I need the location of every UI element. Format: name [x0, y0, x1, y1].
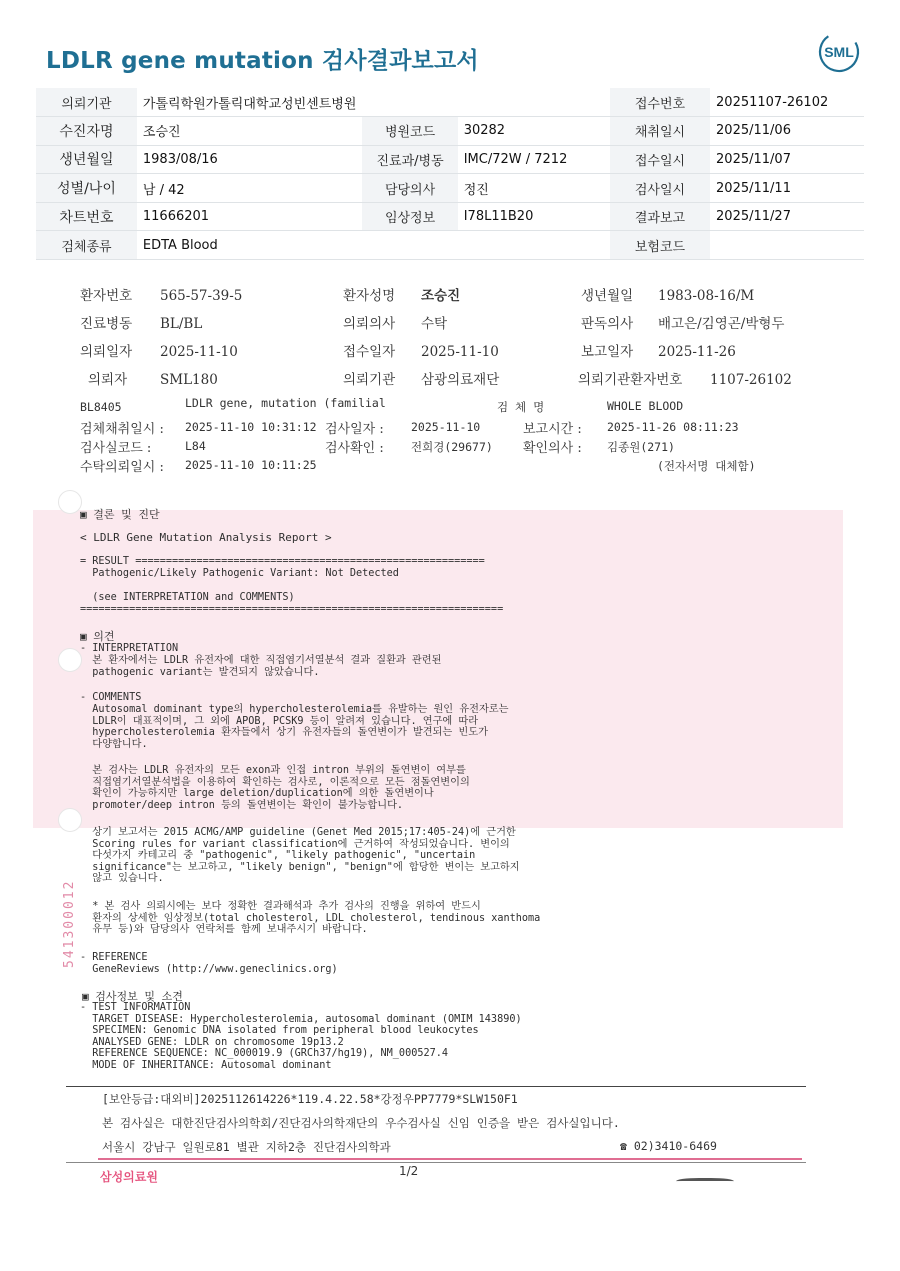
- test-code: BL8405: [80, 400, 122, 414]
- comments-paragraph-2: 본 검사는 LDLR 유전자의 모든 exon과 인접 intron 부위의 돌연변이 여부를 직접염기서열분석법을 이용하여 확인하는 검사로, 이론적으로 모든 점돌연변이의 확인이 가능하지만 large deletion/duplication에 의한 돌연변이나 promoter/deep intron 등의 돌연변이는 확인이 불가능합니다.: [92, 765, 470, 811]
- institution-label: 의뢰기관: [343, 372, 396, 388]
- header-info-table: [36, 88, 864, 260]
- specimen-label: 검 체 명: [497, 400, 545, 414]
- header-label: 차트번호: [36, 202, 137, 231]
- confirm-doctor: 김종원(271): [607, 440, 675, 454]
- specimen: WHOLE BLOOD: [607, 399, 684, 413]
- header-label: 검체종류: [36, 231, 137, 260]
- result-divider: =====================================================================: [80, 604, 504, 615]
- header-value: [458, 88, 610, 117]
- header-value: 2025/11/07: [710, 145, 864, 174]
- reader-label: 판독의사: [581, 316, 634, 332]
- result-text: Pathogenic/Likely Pathogenic Variant: Not Detected: [80, 568, 399, 579]
- confirm-doctor-label: 확인의사 :: [523, 441, 582, 456]
- punch-hole: [58, 490, 82, 514]
- room-label: 검사실코드 :: [80, 441, 152, 456]
- header-row: [36, 145, 864, 174]
- patient-no: 565-57-39-5: [160, 288, 243, 304]
- patient-dob: 1983-08-16/M: [658, 288, 755, 304]
- collect-time: 2025-11-10 10:31:12: [185, 420, 317, 434]
- header-label: 병원코드: [362, 117, 457, 146]
- punch-hole: [58, 648, 82, 672]
- header-label: 의뢰기관: [36, 88, 137, 117]
- ward-label: 진료병동: [80, 316, 133, 332]
- comments-title: - COMMENTS: [80, 692, 142, 703]
- sml-logo: [817, 30, 861, 74]
- cut-off-mark: [676, 1178, 734, 1186]
- report-title: LDLR gene mutation 검사결과보고서: [46, 48, 479, 74]
- report-time-label: 보고시간 :: [523, 422, 582, 437]
- footer-divider: [66, 1086, 806, 1087]
- result-header: = RESULT =========================================================: [80, 556, 485, 567]
- inst-patient-no-label: 의뢰기관환자번호: [578, 372, 683, 388]
- patient-name: 조승진: [421, 288, 461, 304]
- confirm: 전희경(29677): [411, 440, 493, 454]
- header-label: [362, 88, 457, 117]
- comments-paragraph-3: 상기 보고서는 2015 ACMG/AMP guideline (Genet Med 2015;17:405-24)에 근거한 Scoring rules for variant classification에 근거하여 작성되었습니다. 변이의 다섯가지 카테고리 중 "pathogenic", "likely pathogenic", "uncertain significance"는 보고하고, "likely benign", "benign"에 합당한 변이는 보고하지 않고 있습니다.: [92, 827, 520, 885]
- header-value: 11666201: [137, 202, 363, 231]
- collect-label: 검체채취일시 :: [80, 422, 164, 437]
- header-value: I78L11B20: [458, 202, 610, 231]
- header-label: 임상정보: [362, 202, 457, 231]
- header-label: 접수일시: [610, 145, 710, 174]
- header-label: 담당의사: [362, 174, 457, 203]
- header-value: 2025/11/06: [710, 117, 864, 146]
- institution: 삼광의료재단: [421, 372, 500, 388]
- header-row: [36, 231, 864, 260]
- room: L84: [185, 439, 206, 453]
- doctor: 수탁: [421, 316, 448, 332]
- header-value: 조승진: [137, 117, 363, 146]
- logo-text: SML: [824, 44, 854, 60]
- header-value: 2025/11/11: [710, 174, 864, 203]
- address: 서울시 강남구 일원로81 별관 지하2층 진단검사의학과: [102, 1140, 391, 1154]
- reader: 배고은/김영곤/박형두: [658, 316, 785, 332]
- header-value: [458, 231, 610, 260]
- hospital-name: 삼성의료원: [100, 1170, 158, 1184]
- header-label: 접수번호: [610, 88, 710, 117]
- see-text: (see INTERPRETATION and COMMENTS): [80, 592, 295, 603]
- header-row: [36, 88, 864, 117]
- header-value: 가톨릭학원가톨릭대학교성빈센트병원: [137, 88, 363, 117]
- certification-text: 본 검사실은 대한진단검사의학회/진단검사의학재단의 우수검사실 신임 인증을 받은 검사실입니다.: [102, 1116, 620, 1130]
- vertical-document-number: 541300012: [62, 879, 77, 968]
- reference-body: GeneReviews (http://www.geneclinics.org): [80, 964, 338, 975]
- test-date-label: 검사일자 :: [325, 422, 384, 437]
- header-value: 2025/11/27: [710, 202, 864, 231]
- interpretation-title: - INTERPRETATION: [80, 643, 179, 654]
- request-date: 2025-11-10: [160, 344, 238, 360]
- comments-paragraph-4: * 본 검사 의뢰시에는 보다 정확한 결과해석과 추가 검사의 진행을 위하여 반드시 환자의 상세한 임상정보(total cholesterol, LDL cholesterol, tendinous xanthoma 유무 등)와 담당의사 연락처를 함께 보내주시기 바랍니다.: [92, 901, 541, 936]
- header-label: [362, 231, 457, 260]
- header-value: EDTA Blood: [137, 231, 363, 260]
- consign-label: 수탁의뢰일시 :: [80, 460, 164, 475]
- report-date-label: 보고일자: [581, 344, 634, 360]
- patient-dob-label: 생년월일: [581, 288, 634, 304]
- header-label: 결과보고: [610, 202, 710, 231]
- requester: SML180: [160, 372, 218, 388]
- inst-patient-no: 1107-26102: [710, 372, 792, 388]
- consign-time: 2025-11-10 10:11:25: [185, 458, 317, 472]
- request-date-label: 의뢰일자: [80, 344, 133, 360]
- header-row: [36, 174, 864, 203]
- doctor-label: 의뢰의사: [343, 316, 396, 332]
- page-number: 1/2: [399, 1164, 419, 1178]
- report-time: 2025-11-26 08:11:23: [607, 420, 739, 434]
- reference-title: - REFERENCE: [80, 952, 148, 963]
- scanned-report: [0, 272, 900, 1271]
- pink-rule: [98, 1158, 802, 1160]
- interpretation-body: 본 환자에서는 LDLR 유전자에 대한 직접염기서열분석 결과 질환과 관련된 pathogenic variant는 발견되지 않았습니다.: [92, 655, 442, 678]
- header-label: 검사일시: [610, 174, 710, 203]
- section-test-info-title: ▣ 검사정보 및 소견: [82, 990, 183, 1003]
- section-conclusion-title: ▣ 결론 및 진단: [80, 508, 160, 521]
- header-label: 채취일시: [610, 117, 710, 146]
- header-value: 남 / 42: [137, 174, 363, 203]
- requester-label: 의뢰자: [88, 372, 128, 388]
- test-name: LDLR gene, mutation (familial: [185, 396, 386, 410]
- footer-rule: [66, 1162, 806, 1163]
- comments-paragraph-1: Autosomal dominant type의 hypercholesterolemia를 유발하는 원인 유전자로는 LDLR이 대표적이며, 그 외에 APOB, PCSK9 등이 알려져 있습니다. 연구에 따라 hypercholesterolemia 환자들에서 상기 유전자들의 돌연변이가 발견되는 빈도가 다양합니다.: [92, 704, 509, 750]
- phone: ☎ 02)3410-6469: [620, 1139, 717, 1153]
- esign-note: (전자서명 대체함): [657, 459, 756, 473]
- punch-hole: [58, 808, 82, 832]
- header-label: 보험코드: [610, 231, 710, 260]
- patient-no-label: 환자번호: [80, 288, 133, 304]
- header-value: IMC/72W / 7212: [458, 145, 610, 174]
- header-row: [36, 117, 864, 146]
- header-value: 1983/08/16: [137, 145, 363, 174]
- receive-date: 2025-11-10: [421, 344, 499, 360]
- header-label: 성별/나이: [36, 174, 137, 203]
- confirm-label: 검사확인 :: [325, 441, 384, 456]
- header-value: [710, 231, 864, 260]
- ward: BL/BL: [160, 316, 203, 332]
- patient-name-label: 환자성명: [343, 288, 396, 304]
- header-value: 정진: [458, 174, 610, 203]
- report-date: 2025-11-26: [658, 344, 736, 360]
- header-value: 20251107-26102: [710, 88, 864, 117]
- header-label: 수진자명: [36, 117, 137, 146]
- header-label: 생년월일: [36, 145, 137, 174]
- security-line: [보안등급:대외비]2025112614226*119.4.22.58*강정우PP7779*SLW150F1: [102, 1092, 518, 1106]
- section-opinion-title: ▣ 의견: [80, 630, 115, 643]
- test-information: - TEST INFORMATION TARGET DISEASE: Hypercholesterolemia, autosomal dominant (OMIM 143890) SPECIMEN: Genomic DNA isolated from peripheral blood leukocytes ANALYSED GENE: LDLR on chromosome 19p13.2 REFERENCE SEQUENCE: NC_000019.9 (GRCh37/hg19), NM_000527.4 MODE OF INHERITANCE: Autosomal dominant: [80, 1002, 522, 1071]
- header-row: [36, 202, 864, 231]
- header-label: 진료과/병동: [362, 145, 457, 174]
- analysis-report-title: < LDLR Gene Mutation Analysis Report >: [80, 531, 332, 544]
- header-value: 30282: [458, 117, 610, 146]
- receive-date-label: 접수일자: [343, 344, 396, 360]
- test-date: 2025-11-10: [411, 420, 481, 434]
